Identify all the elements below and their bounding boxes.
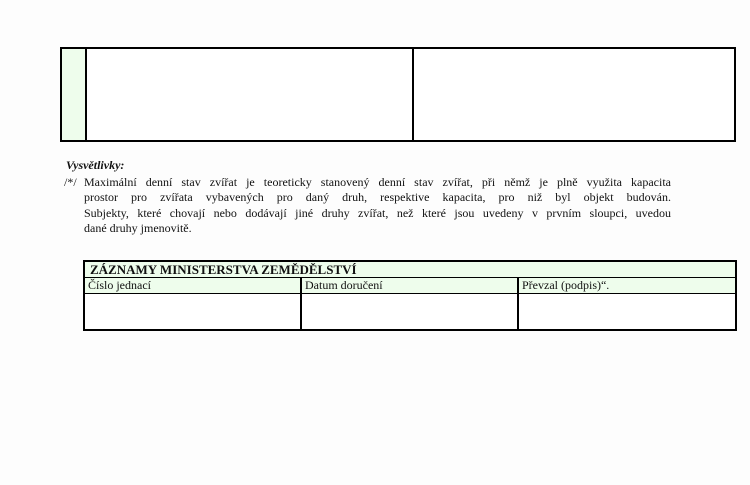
table-cell: [414, 49, 734, 140]
note-marker: /*/: [64, 174, 77, 189]
column-header-reference-number: Číslo jednací: [85, 278, 302, 293]
note-line: Subjekty, které chovají nebo dodávají jiné druhy zvířat, než které jsou uvedeny v prvním sloupci, uvedou: [84, 205, 671, 220]
delivery-date-cell: [302, 294, 519, 330]
table-row: [85, 294, 735, 330]
note-item: [66, 175, 671, 237]
table-header-row: [85, 278, 735, 294]
note-line: Maximální denní stav zvířat je teoreticky stanovený denní stav zvířat, při němž je plně využita kapacita: [84, 174, 671, 189]
column-header-delivery-date: Datum doručení: [302, 278, 519, 293]
ministry-table-title: ZÁZNAMY MINISTERSTVA ZEMĚDĚLSTVÍ: [85, 262, 735, 278]
received-by-signature-cell: [519, 294, 735, 330]
explanatory-notes: [66, 158, 671, 237]
note-line: prostor pro zvířata vybavených pro daný druh, respektive kapacita, pro niž byl objekt budován.: [84, 190, 671, 205]
table-cell: [87, 49, 414, 140]
note-line: dané druhy jmenovitě.: [84, 221, 192, 236]
note-text: [84, 175, 671, 237]
reference-number-cell: [85, 294, 302, 330]
column-header-received-by: Převzal (podpis)“.: [522, 278, 610, 292]
ministry-records-table: [83, 260, 737, 331]
notes-title: Vysvětlivky:: [66, 158, 125, 172]
animal-capacity-table: [60, 47, 736, 142]
table-row-index-cell: [62, 49, 87, 140]
